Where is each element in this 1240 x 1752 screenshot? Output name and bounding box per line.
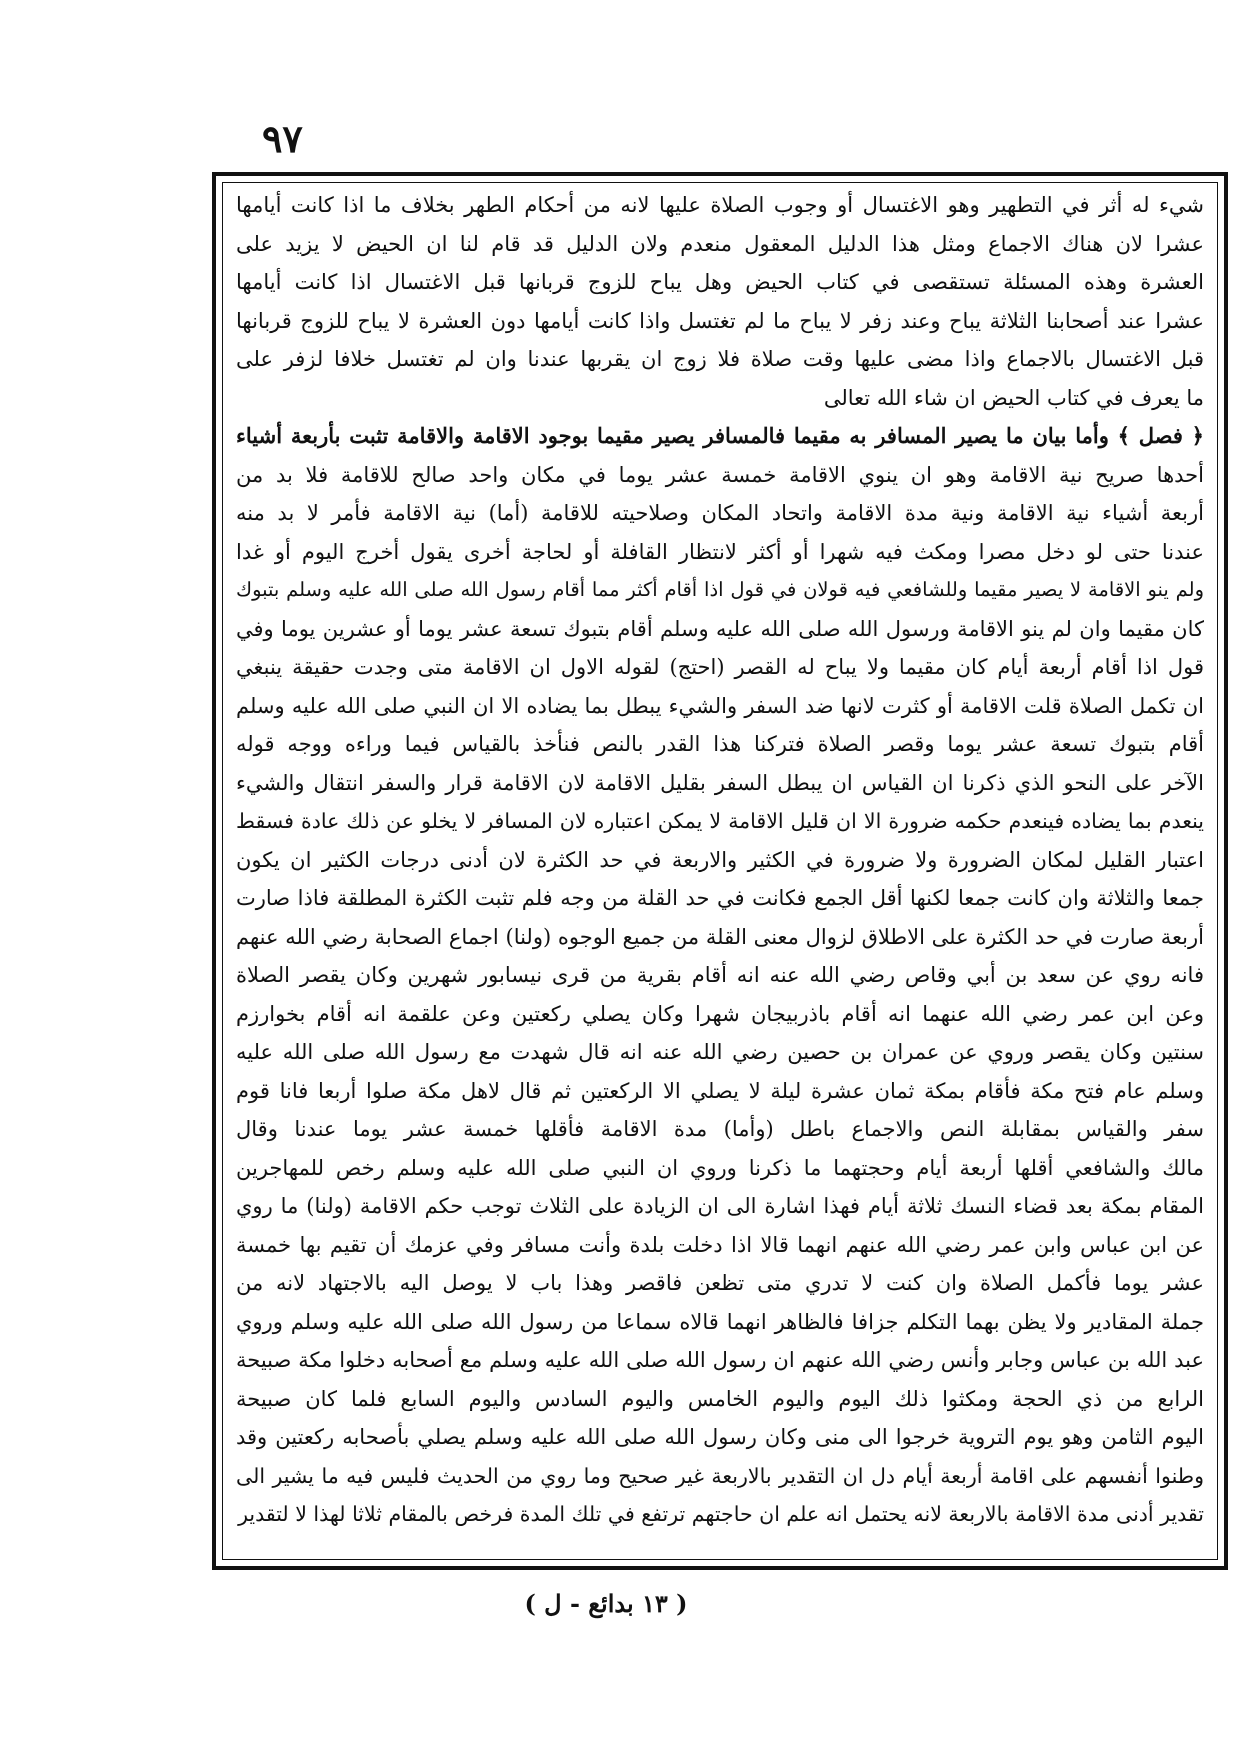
text-line: ينعدم بما يضاده فينعدم حكمه ضرورة الا ان قليل الاقامة لا يمكن اعتباره لان المسافر لا يخلو عن ذلك عادة فسقط [236,809,1204,833]
text-line: وسلم عام فتح مكة فأقام بمكة ثمان عشرة ليلة لا يصلي الا الركعتين ثم قال لاهل مكة صلوا أربعا فانا قوم [236,1078,1204,1103]
text-line: أربعة صارت في حد الكثرة على الاطلاق لزوال معنى القلة من جميع الوجوه (ولنا) اجماع الصحابة رضي الله عنهم [236,924,1204,949]
text-line: قبل الاغتسال بالاجماع واذا مضى عليها وقت صلاة فلا زوج ان يقربها عندنا وان لم تغتسل خلافا لزفر على [236,347,1204,371]
text-line: وعن ابن عمر رضي الله عنهما انه أقام باذربيجان شهرا وكان يصلي ركعتين وعن علقمة انه أقام بخوارزم [236,1001,1204,1026]
text-line: ما يعرف في كتاب الحيض ان شاء الله تعالى [823,385,1204,410]
text-line: الرابع من ذي الحجة ومكثوا ذلك اليوم واليوم الخامس واليوم السادس واليوم السابع فلما كان صبيحة [236,1386,1204,1411]
text-line: عندنا حتى لو دخل مصرا ومكث فيه شهرا أو أكثر لانتظار القافلة أو لحاجة أخرى يقول أخرج اليوم أو غدا [236,539,1204,564]
text-line: قول اذا أقام أربعة أيام كان مقيما ولا يباح له القصر (احتج) لقوله الاول ان الاقامة متى وجدت حقيقة ينبغي [236,655,1204,679]
page-number: ٩٧ [262,116,303,161]
text-line: الآخر على النحو الذي ذكرنا ان القياس ان يبطل السفر بقليل الاقامة لان الاقامة قرار والسفر انتقال والشيء [236,770,1204,795]
text-line: وطنوا أنفسهم على اقامة أربعة أيام دل ان التقدير بالاربعة غير صحيح وما روي من الحديث فليس فيه ما يشير الى [236,1463,1204,1488]
text-line: فانه روي عن سعد بن أبي وقاص رضي الله عنه انه أقام بقرية من قرى نيسابور شهرين وكان يقصر الصلاة [236,963,1204,987]
text-line: عشر يوما فأكمل الصلاة وان كنت لا تدري متى تظعن فاقصر وهذا باب لا يوصل اليه بالاجتهاد لانه من [236,1271,1204,1295]
body-text [236,186,1204,1556]
text-line: أحدها صريح نية الاقامة وهو ان ينوي الاقامة خمسة عشر يوما في مكان واحد صالح للاقامة فلا بد من [236,462,1204,487]
text-line: المقام بمكة بعد قضاء النسك ثلاثة أيام فهذا اشارة الى ان الزيادة على الثلاث توجب حكم الاقامة (ولنا) ما روي [236,1194,1204,1218]
text-line: شيء له أثر في التطهير وهو الاغتسال أو وجوب الصلاة عليها لانه من أحكام الطهر بخلاف ما اذا كانت أيامها [236,193,1204,217]
text-line: اليوم الثامن وهو يوم التروية خرجوا الى منى وكان رسول الله صلى الله عليه وسلم يصلي بأصحابه ركعتين وقد [236,1425,1204,1449]
text-line: أربعة أشياء نية الاقامة ونية مدة الاقامة واتحاد المكان وصلاحيته للاقامة (أما) نية الاقامة فأمر لا بد منه [236,501,1204,525]
text-line: مالك والشافعي أقلها أربعة أيام وحجتهما ما ذكرنا وروي ان النبي صلى الله عليه وسلم رخص للمهاجرين [236,1155,1204,1180]
text-line: تقدير أدنى مدة الاقامة بالاربعة لانه يحتمل انه علم ان حاجتهم ترتفع في تلك المدة فرخص بالمقام ثلاثا لهذا لا لتقدير [238,1502,1204,1526]
text-line: جملة المقادير ولا يظن بهما التكلم جزافا فالظاهر انهما قالاه سماعا من رسول الله صلى الله عليه وسلم وروي [236,1309,1204,1334]
text-line: اعتبار القليل لمكان الضرورة ولا ضرورة في الكثير والاربعة في حد الكثرة لان أدنى درجات الكثير ان يكون [236,847,1204,872]
text-line: العشرة وهذه المسئلة تستقصى في كتاب الحيض وهل يباح للزوج قربانها قبل الاغتسال اذا كانت أيامها [236,270,1204,294]
text-line: عشرا عند أصحابنا الثلاثة يباح وعند زفر لا يباح ما لم تغتسل واذا كانت أيامها دون العشرة لا يباح للزوج قربانها [236,308,1204,333]
text-line: سفر والقياس بمقابلة النص والاجماع باطل (وأما) مدة الاقامة فأقلها خمسة عشر يوما عندنا وقال [236,1117,1204,1141]
text-line: عشرا لان هناك الاجماع ومثل هذا الدليل المعقول منعدم ولان الدليل قد قام لنا ان الحيض لا يزيد على [236,231,1204,256]
printer-signature-mark: ( ١٣ بدائع - ل ) [524,1589,688,1618]
text-line: عبد الله بن عباس وجابر وأنس رضي الله عنهم ان رسول الله صلى الله عليه وسلم مع أصحابه دخلوا مكة صبيحة [236,1348,1204,1372]
text-line: جمعا والثلاثة وان كانت جمعا لكنها أقل الجمع فكانت في حد القلة من وجه فلم تثبت الكثرة المطلقة فاذا صارت [236,886,1204,910]
text-line: ولم ينو الاقامة لا يصير مقيما وللشافعي فيه قولان في قول اذا أقام أكثر مما أقام رسول الله صلى الله عليه وسلم بتبوك [236,578,1204,601]
text-line: ﴿ فصل ﴾ وأما بيان ما يصير المسافر به مقيما فالمسافر يصير مقيما بوجود الاقامة والاقامة تثبت بأربعة أشياء [236,423,1204,448]
text-line: كان مقيما وان لم ينو الاقامة ورسول الله صلى الله عليه وسلم أقام بتبوك تسعة عشر يوما أو عشرين يوما وفي [236,616,1204,641]
text-line: سنتين وكان يقصر وروي عن عمران بن حصين رضي الله عنه انه قال شهدت مع رسول الله صلى الله عليه [236,1040,1204,1064]
text-line: عن ابن عباس وابن عمر رضي الله عنهم انهما قالا اذا دخلت بلدة وأنت مسافر وفي عزمك أن تقيم بها خمسة [236,1232,1204,1257]
text-line: أقام بتبوك تسعة عشر يوما وقصر الصلاة فتركنا هذا القدر بالنص فنأخذ بالقياس فيما وراءه ووجه قوله [236,732,1204,756]
text-line: ان تكمل الصلاة قلت الاقامة أو كثرت لانها ضد السفر والشيء يبطل بما يضاده الا ان النبي صلى الله عليه وسلم [236,693,1204,718]
